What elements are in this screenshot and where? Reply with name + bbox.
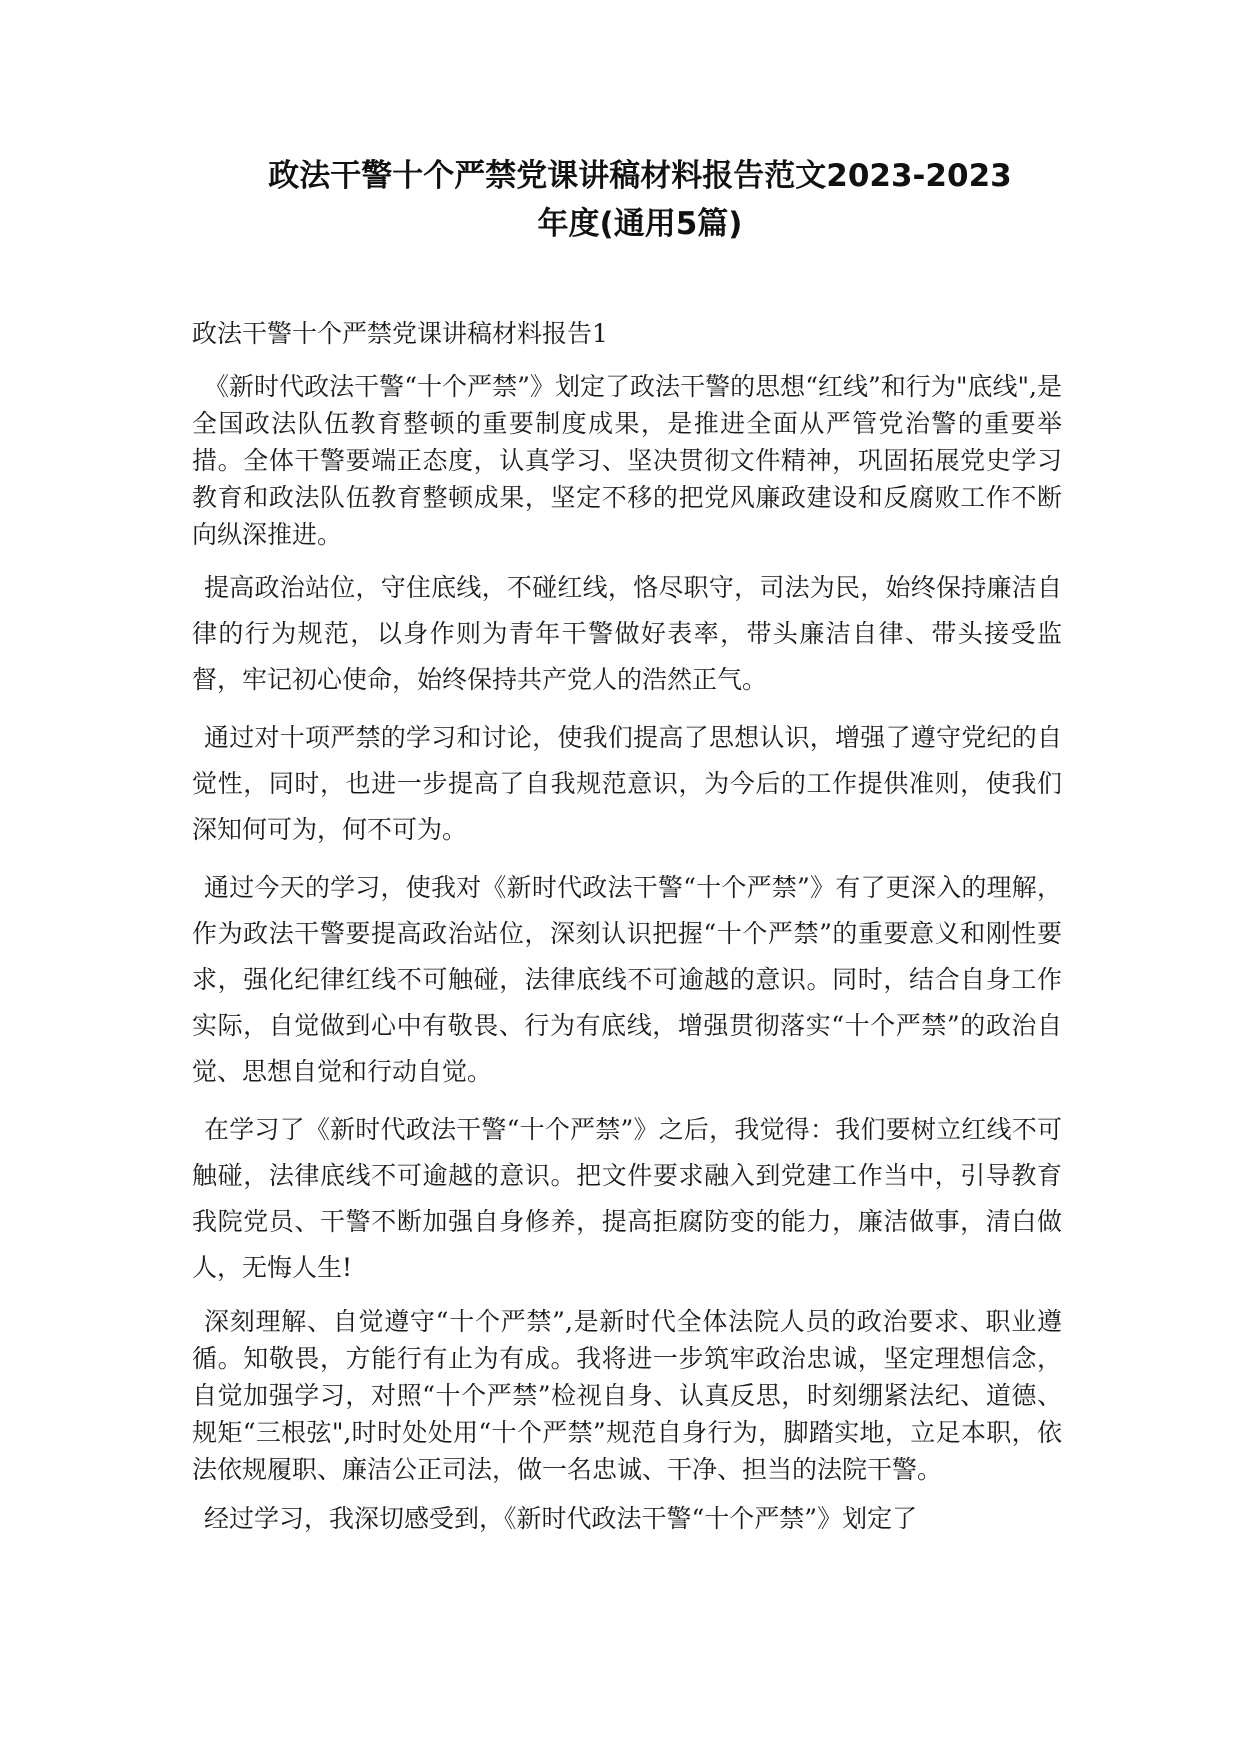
- section-heading: 政法干警十个严禁党课讲稿材料报告1: [192, 319, 608, 348]
- paragraph: 在学习了《新时代政法干警“十个严禁”》之后，我觉得：我们要树立红线不可触碰，法律底线不可逾越的意识。把文件要求融入到党建工作当中，引导教育我院党员、干警不断加强自身修养，提高拒腐防变的能力，廉洁做事，清白做人，无悔人生!: [192, 1115, 1062, 1282]
- paragraph: 通过今天的学习，使我对《新时代政法干警“十个严禁”》有了更深入的理解，作为政法干警要提高政治站位，深刻认识把握“十个严禁”的重要意义和刚性要求，强化纪律红线不可触碰，法律底线不可逾越的意识。同时，结合自身工作实际，自觉做到心中有敬畏、行为有底线，增强贯彻落实“十个严禁”的政治自觉、思想自觉和行动自觉。: [192, 873, 1062, 1086]
- document-title: [230, 152, 1050, 248]
- paragraph: 提高政治站位，守住底线，不碰红线，恪尽职守，司法为民，始终保持廉洁自律的行为规范，以身作则为青年干警做好表率，带头廉洁自律、带头接受监督，牢记初心使命，始终保持共产党人的浩然正气。: [192, 573, 1062, 694]
- paragraph: 通过对十项严禁的学习和讨论，使我们提高了思想认识，增强了遵守党纪的自觉性，同时，也进一步提高了自我规范意识，为今后的工作提供准则，使我们深知何可为，何不可为。: [192, 723, 1062, 844]
- paragraph: 《新时代政法干警“十个严禁”》划定了政法干警的思想“红线”和行为"底线",是全国政法队伍教育整顿的重要制度成果，是推进全面从严管党治警的重要举措。全体干警要端正态度，认真学习、坚决贯彻文件精神，巩固拓展党史学习教育和政法队伍教育整顿成果，坚定不移的把党风廉政建设和反腐败工作不断向纵深推进。: [192, 372, 1062, 549]
- title-line-2: 年度(通用5篇): [537, 206, 743, 242]
- paragraph: 经过学习，我深切感受到，《新时代政法干警“十个严禁”》划定了: [204, 1504, 918, 1533]
- paragraph: 深刻理解、自觉遵守“十个严禁”,是新时代全体法院人员的政治要求、职业遵循。知敬畏，方能行有止为有成。我将进一步筑牢政治忠诚，坚定理想信念，自觉加强学习，对照“十个严禁”检视自身、认真反思，时刻绷紧法纪、道德、规矩“三根弦",时时处处用“十个严禁”规范自身行为，脚踏实地，立足本职，依法依规履职、廉洁公正司法，做一名忠诚、干净、担当的法院干警。: [192, 1307, 1062, 1484]
- document-body: [192, 314, 1062, 1549]
- title-line-1: 政法干警十个严禁党课讲稿材料报告范文2023-2023: [268, 158, 1012, 194]
